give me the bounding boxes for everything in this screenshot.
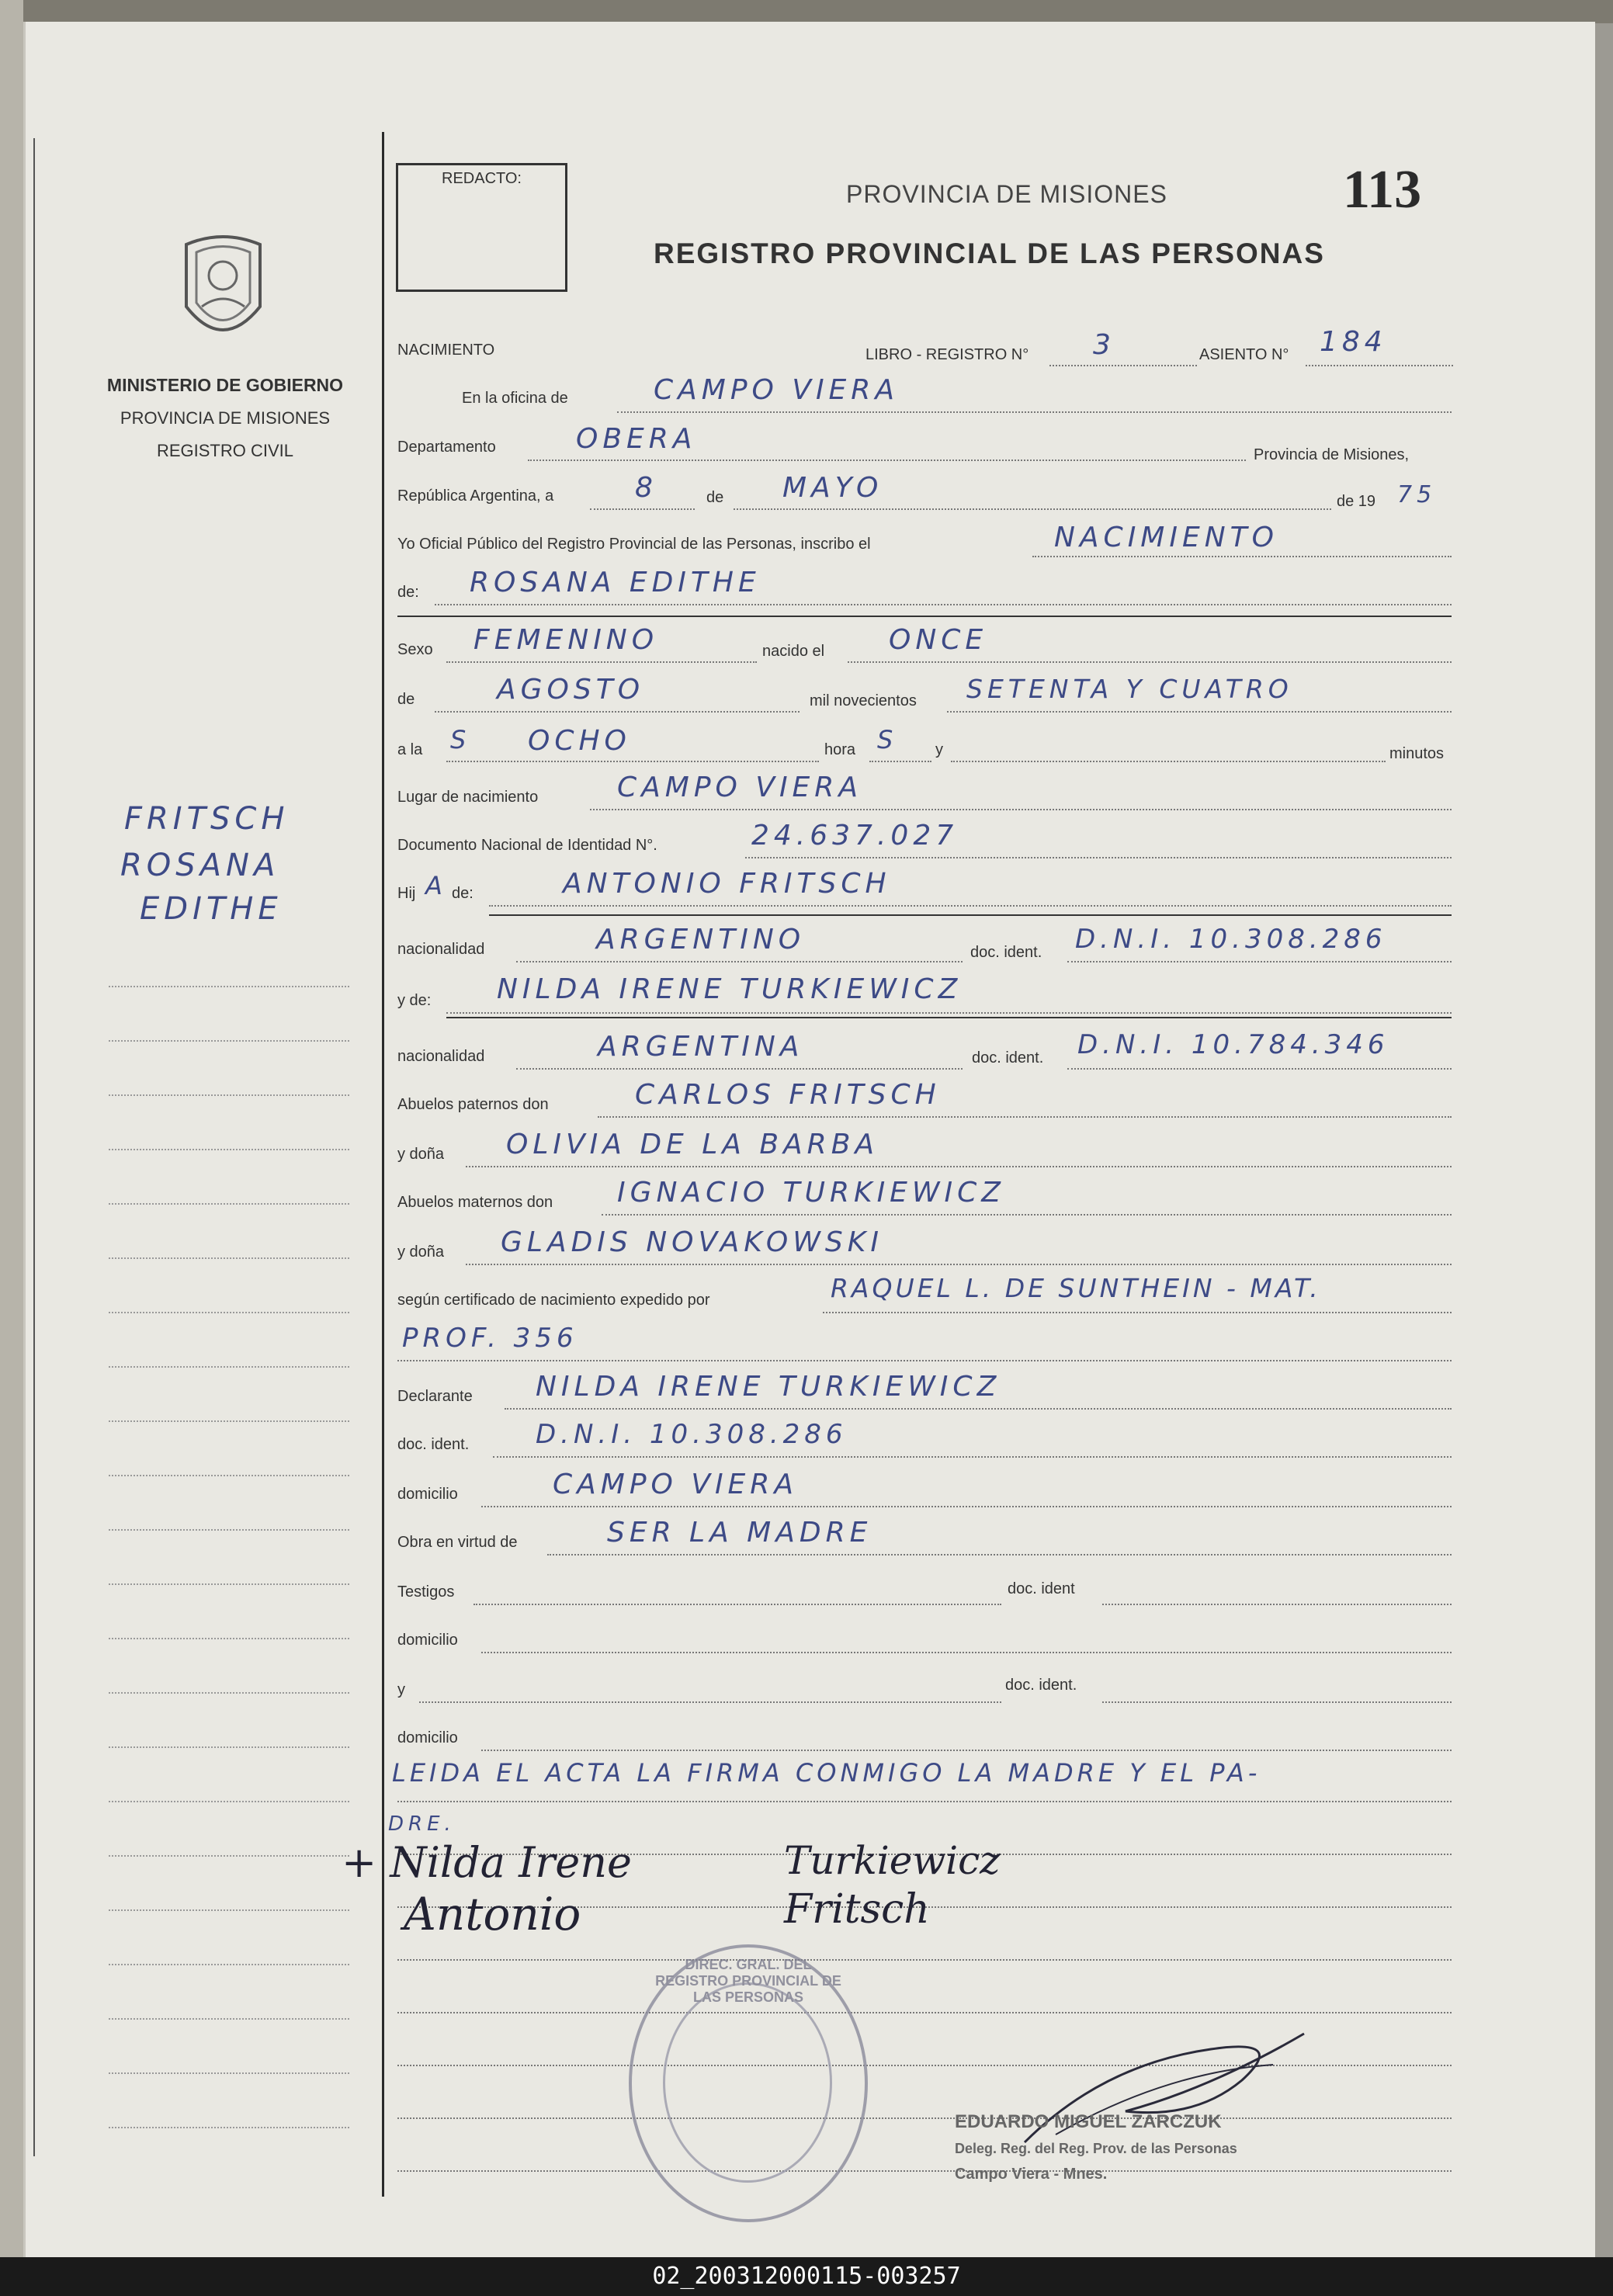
- margin-rule: [109, 1964, 349, 1965]
- official-location: Campo Viera - Mnes.: [955, 2166, 1108, 2183]
- field-line: [419, 1701, 1001, 1703]
- field-line: [397, 2170, 1452, 2172]
- label-minutos: minutos: [1389, 745, 1445, 762]
- field-line: [947, 711, 1452, 713]
- value-declarante-doc: D.N.I. 10.308.286: [536, 1419, 848, 1450]
- label-de-nombre: de:: [397, 584, 419, 601]
- section-rule: [397, 616, 1452, 617]
- field-line: [528, 460, 1246, 461]
- field-line: [466, 1264, 1452, 1265]
- section-rule: [489, 914, 1452, 916]
- official-signature-icon: [1009, 2018, 1335, 2158]
- official-name: EDUARDO MIGUEL ZARCZUK: [955, 2111, 1222, 2132]
- page-number: 113: [1343, 160, 1422, 220]
- field-line: [435, 604, 1452, 605]
- margin-rule: [109, 1638, 349, 1639]
- field-line: [734, 508, 1331, 510]
- label-asiento: ASIENTO N°: [1199, 346, 1289, 363]
- value-oficina: CAMPO VIERA: [654, 374, 899, 406]
- label-domicilio-testigo2: domicilio: [397, 1729, 458, 1746]
- label-de-mes: de: [397, 691, 415, 708]
- book-top-edge: [0, 0, 1613, 23]
- field-line: [493, 1456, 1452, 1458]
- label-y-dona: y doña: [397, 1146, 445, 1163]
- value-abuelo-p: CARLOS FRITSCH: [635, 1079, 941, 1111]
- margin-surname: FRITSCH: [124, 801, 290, 837]
- label-doc-ident-madre: doc. ident.: [972, 1049, 1044, 1066]
- margin-rule: [109, 1094, 349, 1096]
- value-nacido-mes: AGOSTO: [497, 674, 645, 706]
- margin-rule: [109, 1801, 349, 1802]
- scan-id-footer: 02_200312000115-003257: [0, 2257, 1613, 2296]
- label-de: de: [706, 489, 724, 506]
- value-madre-nac: ARGENTINA: [598, 1031, 804, 1063]
- margin-rule: [109, 1366, 349, 1368]
- field-line: [446, 661, 757, 663]
- margin-name2: EDITHE: [140, 891, 283, 927]
- label-nacido-el: nacido el: [762, 643, 825, 660]
- margin-rule: [109, 1529, 349, 1531]
- field-line: [397, 2012, 1452, 2013]
- field-line: [1067, 1068, 1452, 1070]
- margin-rule: [109, 1312, 349, 1313]
- label-y-dona-m: y doña: [397, 1243, 445, 1261]
- value-certificado2: PROF. 356: [402, 1323, 578, 1354]
- field-line: [435, 711, 800, 713]
- value-madre-doc: D.N.I. 10.784.346: [1077, 1029, 1389, 1060]
- field-line: [397, 1360, 1452, 1361]
- margin-rule: [109, 1475, 349, 1476]
- value-nombre: ROSANA EDITHE: [470, 567, 761, 598]
- label-declarante: Declarante: [397, 1388, 473, 1405]
- column-divider: [382, 132, 384, 2197]
- field-line: [848, 661, 1452, 663]
- field-line: [481, 1750, 1452, 1751]
- label-republica: República Argentina, a: [397, 487, 554, 505]
- margin-rule: [109, 1040, 349, 1042]
- margin-rule: [109, 1909, 349, 1911]
- value-departamento: OBERA: [576, 423, 697, 455]
- label-hij-de: de:: [452, 885, 473, 902]
- ministry-civil-registry: REGISTRO CIVIL: [156, 441, 294, 460]
- header-registry: REGISTRO PROVINCIAL DE LAS PERSONAS: [654, 238, 1325, 269]
- label-de19: de 19: [1337, 493, 1376, 510]
- label-y: y: [935, 741, 943, 758]
- label-obra: Obra en virtud de: [397, 1534, 518, 1551]
- margin-line: [33, 138, 35, 2156]
- label-doc-ident-declarante: doc. ident.: [397, 1436, 470, 1453]
- label-doc-ident-testigo: doc. ident: [1008, 1580, 1075, 1597]
- margin-name1: ROSANA: [120, 848, 280, 883]
- value-dni: 24.637.027: [751, 820, 959, 851]
- field-line: [1306, 365, 1453, 366]
- margin-rule: [109, 1746, 349, 1748]
- field-line: [446, 761, 819, 762]
- field-line: [505, 1408, 1452, 1410]
- seal-inner-ring: [663, 1982, 832, 2183]
- margin-rule: [109, 2127, 349, 2128]
- value-abuela-m: GLADIS NOVAKOWSKI: [501, 1226, 883, 1258]
- margin-rule: [109, 1855, 349, 1857]
- value-padre: ANTONIO FRITSCH: [563, 868, 891, 900]
- label-testigos: Testigos: [397, 1583, 455, 1601]
- label-dni: Documento Nacional de Identidad N°.: [397, 837, 657, 854]
- field-line: [397, 1801, 1452, 1802]
- signature-padre-2: Fritsch: [784, 1886, 930, 1933]
- section-rule: [446, 1017, 1452, 1018]
- field-line: [547, 1554, 1452, 1556]
- official-title: Deleg. Reg. del Reg. Prov. de las Personas: [955, 2141, 1237, 2156]
- label-y-de: y de:: [397, 992, 432, 1009]
- value-nacido-anio: SETENTA Y CUATRO: [966, 674, 1293, 704]
- label-a-la: a la: [397, 741, 423, 758]
- coat-of-arms-icon: [175, 229, 272, 353]
- value-padre-nac: ARGENTINO: [596, 924, 806, 956]
- value-hora-s: S: [450, 725, 471, 754]
- value-domicilio: CAMPO VIERA: [553, 1469, 798, 1500]
- value-declarante: NILDA IRENE TURKIEWICZ: [536, 1371, 1001, 1403]
- ministry-block: [101, 369, 349, 467]
- signature-madre-1: + Nilda Irene: [342, 1838, 632, 1887]
- field-line: [1032, 556, 1452, 557]
- field-line: [1049, 365, 1197, 366]
- value-cierre2: DRE.: [388, 1812, 456, 1836]
- value-hora: OCHO: [528, 725, 631, 757]
- label-mil-novecientos: mil novecientos: [810, 692, 917, 709]
- label-departamento: Departamento: [397, 439, 496, 456]
- field-line: [590, 809, 1452, 810]
- field-line: [473, 1604, 1001, 1605]
- label-provincia: Provincia de Misiones,: [1254, 446, 1410, 463]
- label-segun: según certificado de nacimiento expedido por: [397, 1292, 710, 1309]
- label-hora: hora: [824, 741, 856, 758]
- label-domicilio: domicilio: [397, 1486, 458, 1503]
- header-province: PROVINCIA DE MISIONES: [846, 180, 1167, 208]
- value-certificado: RAQUEL L. DE SUNTHEIN - MAT.: [831, 1273, 1321, 1303]
- margin-rule: [109, 1149, 349, 1150]
- ministry-title: MINISTERIO DE GOBIERNO: [106, 375, 344, 395]
- label-abuelos-maternos: Abuelos maternos don: [397, 1194, 553, 1211]
- field-line: [1102, 1701, 1452, 1703]
- label-yo-oficial: Yo Oficial Público del Registro Provincial de las Personas, inscribo el: [397, 536, 871, 553]
- label-hij: Hij: [397, 885, 416, 902]
- field-line: [590, 508, 695, 510]
- value-cierre: LEIDA EL ACTA LA FIRMA CONMIGO LA MADRE Y EL PA-: [392, 1758, 1261, 1788]
- field-line: [869, 761, 931, 762]
- field-line: [1067, 961, 1452, 962]
- field-line: [598, 1116, 1452, 1118]
- label-doc-ident-testigo2: doc. ident.: [1005, 1677, 1077, 1694]
- field-line: [516, 961, 963, 962]
- label-nacimiento: NACIMIENTO: [397, 342, 495, 359]
- official-seal-stamp: [629, 1944, 868, 2222]
- value-dia: 8: [635, 472, 657, 504]
- label-domicilio-testigo: domicilio: [397, 1632, 458, 1649]
- ministry-province: PROVINCIA DE MISIONES: [120, 408, 331, 428]
- field-line: [481, 1506, 1452, 1507]
- margin-rule: [109, 2018, 349, 2020]
- field-line: [489, 905, 1452, 907]
- margin-rule: [109, 1257, 349, 1259]
- field-line: [617, 411, 1452, 413]
- value-abuelo-m: IGNACIO TURKIEWICZ: [617, 1177, 1005, 1209]
- field-line: [516, 1068, 963, 1070]
- value-abuela-p: OLIVIA DE LA BARBA: [506, 1129, 879, 1160]
- label-abuelos-paternos: Abuelos paternos don: [397, 1096, 549, 1113]
- value-hora-s2: S: [877, 725, 898, 754]
- value-anio: 75: [1397, 481, 1437, 508]
- field-line: [397, 1959, 1452, 1961]
- margin-rule: [109, 2072, 349, 2074]
- label-nacionalidad: nacionalidad: [397, 941, 485, 958]
- signature-madre-2: Turkiewicz: [784, 1838, 1001, 1883]
- label-y-testigo: y: [397, 1681, 405, 1698]
- value-nacido-dia: ONCE: [889, 624, 988, 656]
- margin-rule: [109, 1203, 349, 1205]
- field-line: [602, 1214, 1452, 1216]
- value-acta-tipo: NACIMIENTO: [1054, 522, 1278, 553]
- value-madre: NILDA IRENE TURKIEWICZ: [497, 973, 963, 1005]
- field-line: [823, 1312, 1452, 1313]
- book-spine: [0, 0, 23, 2257]
- redacto-label: REDACTO:: [442, 170, 522, 187]
- value-mes: MAYO: [782, 472, 883, 504]
- field-line: [1102, 1604, 1452, 1605]
- value-padre-doc: D.N.I. 10.308.286: [1075, 924, 1387, 955]
- label-lugar: Lugar de nacimiento: [397, 789, 539, 806]
- field-line: [745, 857, 1452, 858]
- value-hij-sufijo: A: [425, 871, 447, 900]
- value-asiento: 184: [1320, 326, 1387, 358]
- value-obra: SER LA MADRE: [607, 1517, 872, 1549]
- margin-rule: [109, 986, 349, 987]
- margin-rule: [109, 1692, 349, 1694]
- value-libro: 3: [1093, 329, 1115, 361]
- seal-text: DIREC. GRAL. DEL REGISTRO PROVINCIAL DE LAS PERSONAS: [655, 1957, 841, 2005]
- label-oficina: En la oficina de: [462, 390, 568, 407]
- value-lugar: CAMPO VIERA: [617, 772, 862, 803]
- signature-padre-1: Antonio: [404, 1888, 581, 1941]
- label-libro: LIBRO - REGISTRO N°: [865, 346, 1029, 363]
- value-sexo: FEMENINO: [473, 624, 659, 656]
- field-line: [951, 761, 1386, 762]
- field-line: [446, 1012, 1452, 1014]
- redacto-box: [396, 163, 567, 292]
- margin-rule: [109, 1420, 349, 1422]
- field-line: [466, 1166, 1452, 1167]
- label-nacionalidad-madre: nacionalidad: [397, 1048, 485, 1065]
- label-doc-ident: doc. ident.: [970, 944, 1042, 961]
- label-sexo: Sexo: [397, 641, 433, 658]
- field-line: [481, 1652, 1452, 1653]
- margin-rule: [109, 1583, 349, 1585]
